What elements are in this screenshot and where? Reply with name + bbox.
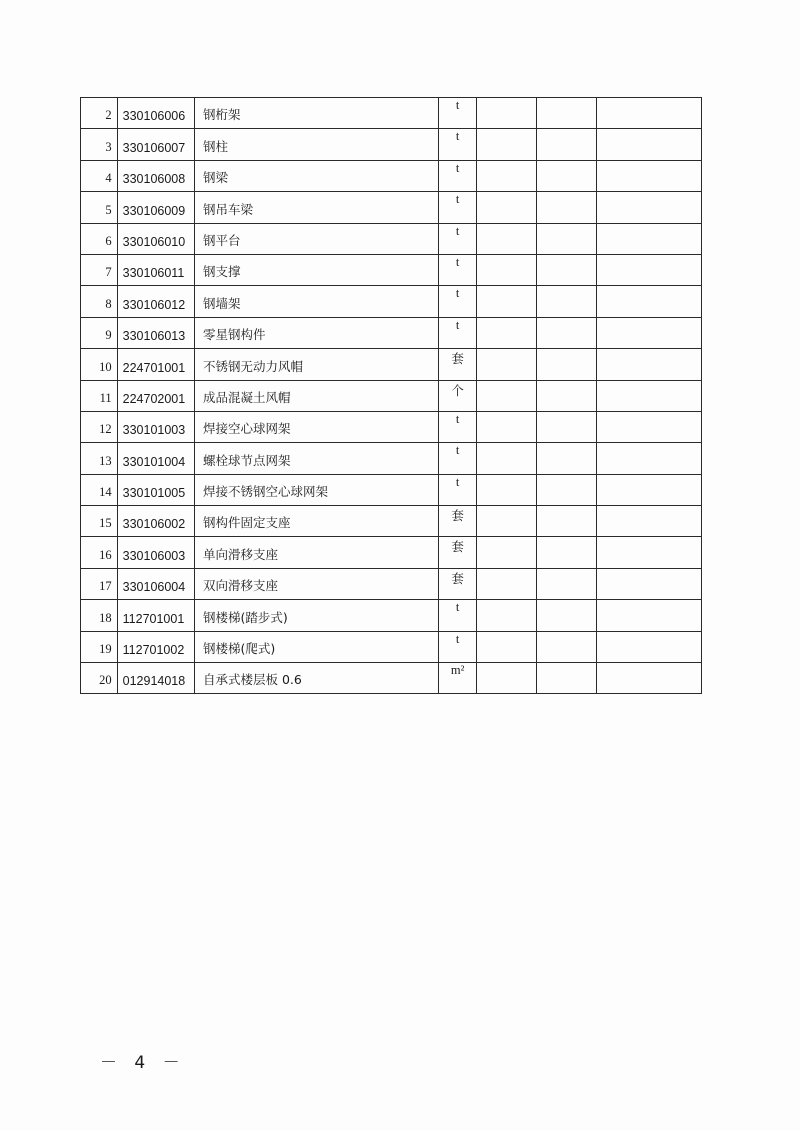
empty-cell [597,317,702,348]
empty-cell [537,411,597,442]
item-code-cell: 330106012 [117,286,194,317]
empty-cell [476,600,536,631]
empty-cell [597,286,702,317]
unit-cell: t [439,600,477,631]
item-code-cell: 224701001 [117,349,194,380]
item-name-cell: 钢构件固定支座 [195,506,439,537]
empty-cell [597,254,702,285]
table-row [81,443,702,474]
table-row [81,286,702,317]
empty-cell [597,474,702,505]
empty-cell [476,443,536,474]
empty-cell [476,223,536,254]
empty-cell [476,631,536,662]
unit-cell: 套 [439,506,477,537]
materials-table [80,97,702,694]
table-row [81,506,702,537]
item-code-cell: 330101005 [117,474,194,505]
unit-cell: t [439,223,477,254]
unit-cell: t [439,192,477,223]
table-row [81,223,702,254]
row-number-cell: 14 [81,474,118,505]
empty-cell [597,129,702,160]
item-code-cell: 330106008 [117,160,194,191]
row-number-cell: 12 [81,411,118,442]
item-name-cell: 成品混凝土风帽 [195,380,439,411]
item-name-cell: 单向滑移支座 [195,537,439,568]
row-number-cell: 7 [81,254,118,285]
item-code-cell: 330101004 [117,443,194,474]
table-row [81,129,702,160]
empty-cell [537,631,597,662]
item-code-cell: 112701002 [117,631,194,662]
item-name-cell: 钢柱 [195,129,439,160]
row-number-cell: 20 [81,663,118,694]
table-row [81,474,702,505]
item-code-cell: 330106003 [117,537,194,568]
empty-cell [537,506,597,537]
item-code-cell: 330106010 [117,223,194,254]
table-row [81,631,702,662]
empty-cell [476,192,536,223]
empty-cell [597,349,702,380]
unit-cell: t [439,474,477,505]
empty-cell [597,443,702,474]
unit-cell: t [439,129,477,160]
item-code-cell: 224702001 [117,380,194,411]
empty-cell [476,254,536,285]
unit-cell: t [439,317,477,348]
item-name-cell: 钢楼梯(踏步式) [195,600,439,631]
empty-cell [537,349,597,380]
item-name-cell: 双向滑移支座 [195,568,439,599]
item-name-cell: 钢支撑 [195,254,439,285]
empty-cell [537,192,597,223]
empty-cell [537,317,597,348]
row-number-cell: 9 [81,317,118,348]
item-code-cell: 330106002 [117,506,194,537]
table-row [81,317,702,348]
empty-cell [597,506,702,537]
empty-cell [597,411,702,442]
item-name-cell: 钢墙架 [195,286,439,317]
unit-cell: 套 [439,568,477,599]
empty-cell [537,98,597,129]
item-name-cell: 焊接空心球网架 [195,411,439,442]
item-code-cell: 330106006 [117,98,194,129]
empty-cell [476,286,536,317]
row-number-cell: 3 [81,129,118,160]
item-name-cell: 钢桁架 [195,98,439,129]
empty-cell [537,254,597,285]
empty-cell [597,223,702,254]
empty-cell [597,600,702,631]
item-name-cell: 钢楼梯(爬式) [195,631,439,662]
item-name-cell: 螺栓球节点网架 [195,443,439,474]
unit-cell: t [439,254,477,285]
row-number-cell: 15 [81,506,118,537]
empty-cell [476,349,536,380]
row-number-cell: 5 [81,192,118,223]
unit-cell: t [439,411,477,442]
row-number-cell: 10 [81,349,118,380]
empty-cell [597,663,702,694]
item-code-cell: 330106009 [117,192,194,223]
row-number-cell: 17 [81,568,118,599]
item-code-cell: 112701001 [117,600,194,631]
unit-cell: t [439,286,477,317]
table-row [81,98,702,129]
item-name-cell: 自承式楼层板 0.6 [195,663,439,694]
empty-cell [476,129,536,160]
empty-cell [597,537,702,568]
empty-cell [597,568,702,599]
empty-cell [537,568,597,599]
unit-cell: 套 [439,537,477,568]
item-code-cell: 330106013 [117,317,194,348]
empty-cell [476,98,536,129]
empty-cell [476,537,536,568]
table-row [81,254,702,285]
empty-cell [537,443,597,474]
row-number-cell: 8 [81,286,118,317]
empty-cell [476,663,536,694]
row-number-cell: 16 [81,537,118,568]
empty-cell [597,380,702,411]
row-number-cell: 11 [81,380,118,411]
unit-cell: m² [439,663,477,694]
table-row [81,411,702,442]
empty-cell [537,129,597,160]
unit-cell: 个 [439,380,477,411]
table-row [81,192,702,223]
item-name-cell: 不锈钢无动力风帽 [195,349,439,380]
table-row [81,537,702,568]
item-code-cell: 330106004 [117,568,194,599]
row-number-cell: 13 [81,443,118,474]
empty-cell [476,506,536,537]
empty-cell [537,474,597,505]
row-number-cell: 4 [81,160,118,191]
empty-cell [476,160,536,191]
row-number-cell: 18 [81,600,118,631]
empty-cell [537,223,597,254]
empty-cell [476,474,536,505]
unit-cell: t [439,98,477,129]
empty-cell [476,411,536,442]
item-code-cell: 330106007 [117,129,194,160]
unit-cell: t [439,631,477,662]
empty-cell [476,317,536,348]
empty-cell [597,631,702,662]
empty-cell [597,192,702,223]
table-row [81,160,702,191]
item-name-cell: 钢梁 [195,160,439,191]
empty-cell [537,160,597,191]
table-row [81,349,702,380]
item-code-cell: 330106011 [117,254,194,285]
materials-table-body [81,98,702,694]
empty-cell [537,380,597,411]
empty-cell [476,380,536,411]
unit-cell: 套 [439,349,477,380]
table-row [81,568,702,599]
table-row [81,663,702,694]
item-name-cell: 钢吊车梁 [195,192,439,223]
row-number-cell: 6 [81,223,118,254]
item-name-cell: 焊接不锈钢空心球网架 [195,474,439,505]
table-row [81,600,702,631]
empty-cell [537,537,597,568]
page-number: － 4 － [100,1053,186,1073]
empty-cell [537,663,597,694]
empty-cell [597,160,702,191]
item-code-cell: 012914018 [117,663,194,694]
unit-cell: t [439,160,477,191]
item-name-cell: 钢平台 [195,223,439,254]
row-number-cell: 2 [81,98,118,129]
empty-cell [537,600,597,631]
unit-cell: t [439,443,477,474]
empty-cell [476,568,536,599]
item-name-cell: 零星钢构件 [195,317,439,348]
empty-cell [597,98,702,129]
table-row [81,380,702,411]
row-number-cell: 19 [81,631,118,662]
item-code-cell: 330101003 [117,411,194,442]
empty-cell [537,286,597,317]
